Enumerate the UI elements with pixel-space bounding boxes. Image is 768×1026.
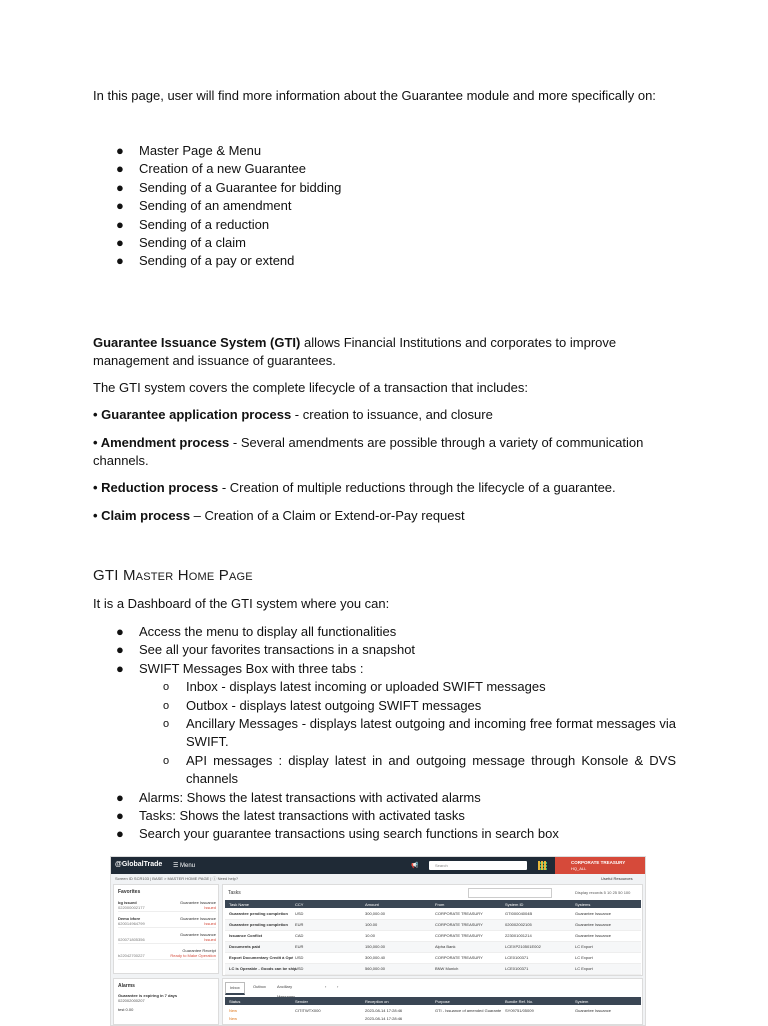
bullet-icon: ●: [116, 808, 124, 824]
tab-ancillary[interactable]: Ancillary: [277, 984, 293, 989]
list-item: ● Creation of a new Guarantee: [116, 160, 341, 178]
list-item: ● Sending of a pay or extend: [116, 252, 341, 270]
list-item[interactable]: Guarantee Issuance 020071805356 Issued: [118, 932, 216, 942]
sub-list-item: o Ancillary Messages - displays latest outgoing and incoming free format messages via SWIFT.: [163, 716, 676, 750]
tasks-panel: [222, 884, 643, 976]
gti-description: Guarantee Issuance System (GTI) allows Financial Institutions and corporates to improve management and issuance of guarantees.: [93, 335, 617, 368]
circle-bullet-icon: o: [163, 718, 170, 731]
favorites-panel: [113, 884, 219, 974]
gti-home-screenshot: [110, 856, 646, 1026]
display-records[interactable]: Display records 5 10 25 50 100: [575, 890, 631, 895]
bullet-icon: ●: [116, 253, 124, 269]
bullet-icon: ●: [116, 624, 124, 639]
bullet-icon: ●: [116, 826, 124, 842]
circle-bullet-icon: o: [163, 681, 170, 694]
bullet-icon: ●: [116, 789, 124, 805]
alarms-title: Alarms: [118, 983, 135, 989]
tab-outbox[interactable]: Outbox: [253, 984, 266, 989]
bullet-icon: ●: [116, 198, 124, 214]
list-item[interactable]: bg issued Guarantee Issuance 022000002177 Issued: [118, 900, 216, 910]
tab-inbox[interactable]: Inbox: [225, 982, 245, 995]
list-item: ● Sending of a claim: [116, 234, 341, 252]
bullet-icon: ●: [116, 660, 124, 676]
app-topbar: [111, 857, 645, 874]
circle-bullet-icon: o: [163, 699, 170, 712]
list-item: ● Master Page & Menu: [116, 142, 341, 160]
tasks-title: Tasks: [228, 890, 241, 896]
company-unit: HQ_ALL: [571, 866, 587, 871]
table-row[interactable]: New 2023-08-14 17:28:46: [229, 1016, 403, 1021]
table-row[interactable]: Export Documentary Credit à Opé USD 300,000.40 CORPORATE TREASURY LCE0100371 LC Export: [225, 953, 641, 964]
sub-list-item: o API messages : display latest in and outgoing message through Konsole & DVS channels: [163, 752, 676, 787]
list-item: ● See all your favorites transactions in a snapshot: [116, 641, 676, 659]
list-item: ● Alarms: Shows the latest transactions with activated alarms: [116, 789, 676, 807]
globaltrade-logo: @GlobalTrade: [115, 861, 163, 868]
dashboard-features-list: [116, 623, 676, 844]
list-item: ● Tasks: Shows the latest transactions with activated tasks: [116, 807, 676, 825]
intro-text: In this page, user will find more information about the Guarantee module and more specifically on:: [93, 88, 656, 103]
tab-next[interactable]: ›: [337, 984, 339, 989]
bullet-icon: ●: [116, 216, 124, 232]
tab-prev[interactable]: ‹: [325, 984, 327, 989]
alarms-panel: Alarms Guarantee is expiring in 7 days 022002000207 test 0.00: [113, 978, 219, 1025]
gti-process-item: • Guarantee application process - creation to issuance, and closure: [93, 407, 493, 422]
gti-lifecycle-intro: The GTI system covers the complete lifecycle of a transaction that includes:: [93, 380, 528, 395]
table-row[interactable]: Documents paid EUR 150,000.00 Alpha Bank LCEXP210501E002 LC Export: [225, 942, 641, 953]
list-item[interactable]: Guarantee Receipt b22042700227 Ready to Make Operation: [118, 948, 216, 958]
sub-list-item: o Inbox - displays latest incoming or uploaded SWIFT messages: [116, 678, 676, 696]
table-row[interactable]: New CITITWTX000 2023-08-14 17:28:46 GTI - Issuance of amended Guarante SY09751/05009 Guarantee Issuance: [229, 1008, 612, 1013]
table-row[interactable]: Guarantee pending completion USD 300,000.00 CORPORATE TREASURY GTI00004004B Guarantee Issuance: [225, 909, 641, 920]
bullet-icon: ●: [116, 143, 124, 158]
apps-grid-icon[interactable]: [538, 861, 547, 870]
list-item: ● Sending of an amendment: [116, 197, 341, 215]
circle-bullet-icon: o: [163, 754, 170, 767]
list-item: ● Access the menu to display all functionalities: [116, 623, 676, 641]
bullet-icon: ●: [116, 235, 124, 251]
table-header: Task Name CCY Amount From System ID Systems: [225, 900, 641, 908]
tasks-search-input[interactable]: [468, 888, 552, 898]
list-item: ● SWIFT Messages Box with three tabs :: [116, 660, 676, 678]
gti-process-item: • Reduction process - Creation of multiple reductions through the lifecycle of a guarantee.: [93, 480, 616, 495]
megaphone-icon[interactable]: 📢: [411, 863, 419, 869]
table-row[interactable]: Issuance Conflict CAD 10.00 CORPORATE TREASURY 223001001214 Guarantee Issuance: [225, 931, 641, 942]
breadcrumb: Screen ID SCR103 | BASE > MASTER HOME PAGE | ⓘ Need help?: [115, 876, 239, 881]
useful-resources-link[interactable]: Useful Resources: [601, 876, 633, 881]
table-row[interactable]: Guarantee pending completion EUR 100.00 CORPORATE TREASURY 020002002105 Guarantee Issuance: [225, 920, 641, 931]
bullet-icon: ●: [116, 179, 124, 195]
section-heading: GTI Master Home Page: [93, 567, 253, 584]
bullet-icon: ●: [116, 161, 124, 177]
favorites-title: Favorites: [118, 889, 141, 895]
swift-messages-panel: [222, 978, 643, 1025]
gti-process-item: • Claim process – Creation of a Claim or Extend-or-Pay request: [93, 508, 465, 523]
table-header: Status Sender Reception on Purpose Bundle Ref. No. System: [225, 997, 641, 1005]
gti-process-item: • Amendment process - Several amendments are possible through a variety of communication channels.: [93, 435, 644, 468]
list-item[interactable]: Demo bfore Guarantee Issuance 620014964799 Issued: [118, 916, 216, 926]
list-item: ● Search your guarantee transactions using search functions in search box: [116, 825, 676, 843]
company-name: CORPORATE TREASURY: [571, 860, 626, 865]
list-item: ● Sending of a reduction: [116, 216, 341, 234]
menu-button[interactable]: ☰ Menu: [173, 863, 196, 869]
bullet-icon: ●: [116, 642, 124, 658]
list-item: ● Sending of a Guarantee for bidding: [116, 179, 341, 197]
table-row[interactable]: LC is Operable - Goods can be ship USD 560,000.00 BNW Munich LCE0100371 LC Export: [225, 964, 641, 975]
search-input[interactable]: Search: [429, 861, 527, 870]
topics-list: [116, 142, 341, 271]
dashboard-intro: It is a Dashboard of the GTI system where you can:: [93, 596, 390, 611]
sub-list-item: o Outbox - displays latest outgoing SWIFT messages: [116, 697, 676, 715]
